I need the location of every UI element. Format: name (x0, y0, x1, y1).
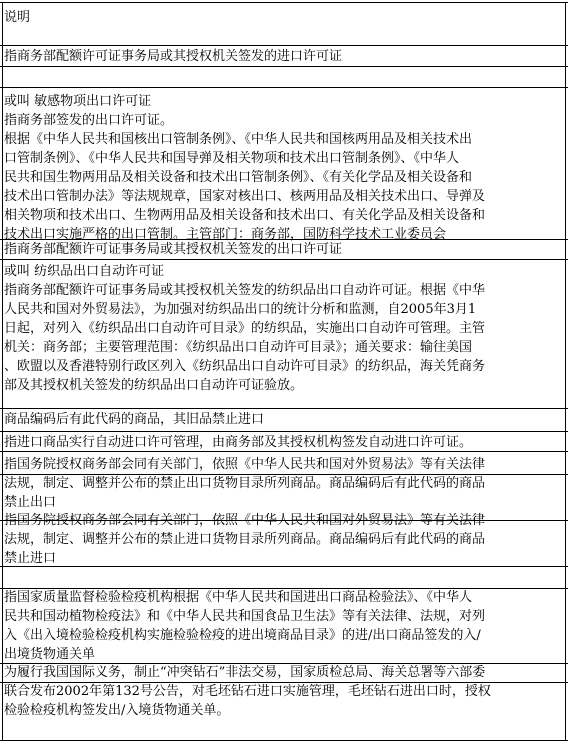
cell-text-line: 商品编码后有此代码的商品，其旧品禁止进口 (4, 412, 265, 427)
cell-text-line: 法规，制定、调整并公布的禁止出口货物目录所列商品。商品编码后有此代码的商品 (4, 476, 486, 491)
cell-text-line: 技术出口管制办法》等法规规章，国家对核出口、核两用品及相关技术出口、导弹及 (4, 189, 486, 204)
cell-text-line: 指进口商品实行自动进口许可管理，由商务部及其授权机构签发自动进口许可证。 (4, 435, 473, 450)
cell-text-line: 检验检疫机构签发出/入境货物通关单。 (4, 703, 230, 718)
table-row (0, 588, 568, 663)
cell-text-line: 民共和国生物两用品及相关设备和技术出口管制条例》、《有关化学品及相关设备和 (4, 170, 473, 185)
table-row (0, 2, 568, 45)
cell-text-line: 指国务院授权商务部会同有关部门，依照《中华人民共和国对外贸易法》等有关法律 (4, 513, 486, 528)
table-row (0, 663, 568, 718)
cell-text-line: 指商务部签发的出口许可证。 (4, 113, 174, 128)
cell-text-line: 说明 (4, 10, 31, 25)
cell-text-line: 指国务院授权商务部会同有关部门，依照《中华人民共和国对外贸易法》等有关法律 (4, 457, 486, 472)
table-row (0, 259, 568, 408)
cell-text-line: 或叫 敏感物项出口许可证 (4, 94, 152, 109)
cell-text-line: 出境货物通关单 (4, 647, 96, 662)
cell-text-line: 为履行我国国际义务，制止“冲突钻石”非法交易，国家质检总局、海关总署等六部委 (4, 665, 486, 680)
cell-text-line: 口管制条例》、《中华人民共和国导弹及相关物项和技术出口管制条例》、《中华人 (4, 151, 460, 166)
cell-text-line: 部及其授权机关签发的纺织品出口自动许可证验放。 (4, 378, 304, 393)
cell-text-line: 、欧盟以及香港特别行政区列入《纺织品出口自动许可目录》的纺织品，海关凭商务 (4, 359, 486, 374)
cell-text-line: 根据《中华人民共和国核出口管制条例》、《中华人民共和国核两用品及相关技术出 (4, 132, 473, 147)
table-row (0, 408, 568, 431)
cell-text-line: 机关：商务部；主要管理范围：《纺织品出口自动许可目录》；通关要求：输往美国 (4, 340, 473, 355)
cell-text-line: 联合发布2002年第132号公告，对毛坯钻石进口实施管理，毛坯钻石进出口时，授权 (4, 684, 491, 699)
table-row (0, 474, 568, 566)
cell-text-line: 指国家质量监督检验检疫机构根据《中华人民共和国进出口商品检验法》、《中华人 (4, 590, 473, 605)
cell-text-line: 禁止出口 (4, 495, 57, 510)
table-row (0, 239, 568, 259)
cell-text-line: 日起，对列入《纺织品出口自动许可目录》的纺织品，实施出口自动许可管理。主管 (4, 321, 486, 336)
cell-text-line: 技术出口实施严格的出口管制。主管部门：商务部，国防科学技术工业委员会 (4, 227, 447, 242)
table-row (0, 66, 568, 87)
cell-text-line: 民共和国动植物检疫法》和《中华人民共和国食品卫生法》等有关法律、法规，对列 (4, 609, 486, 624)
cell-text-line: 指商务部配额许可证事务局或其授权机关签发的纺织品出口自动许可证。根据《中华 (4, 283, 486, 298)
table-row (0, 520, 568, 566)
cell-text-line: 禁止进口 (4, 551, 57, 566)
table-row (0, 451, 568, 510)
cell-text-line: 法规，制定、调整并公布的禁止进口货物目录所列商品。商品编码后有此代码的商品 (4, 532, 486, 547)
cell-text-line: 人民共和国对外贸易法》，为加强对纺织品出口的统计分析和监测，自2005年3月1 (4, 302, 477, 317)
cell-text-line: 或叫 纺织品出口自动许可证 (4, 264, 165, 279)
cell-text-line: 指商务部配额许可证事务局或其授权机关签发的出口许可证 (4, 242, 343, 257)
cell-text-line: 指商务部配额许可证事务局或其授权机关签发的进口许可证 (4, 49, 343, 64)
table-row (0, 45, 568, 66)
table-row (0, 431, 568, 451)
row-divider (0, 740, 568, 741)
cell-text-line: 相关物项和技术出口、生物两用品及相关设备和技术出口、有关化学品及相关设备和 (4, 208, 486, 223)
table-row (0, 87, 568, 242)
table-row (0, 566, 568, 662)
cell-text-line: 入《出入境检验检疫机构实施检验检疫的进出境商品目录》的进/出口商品签发的入/ (4, 628, 481, 643)
